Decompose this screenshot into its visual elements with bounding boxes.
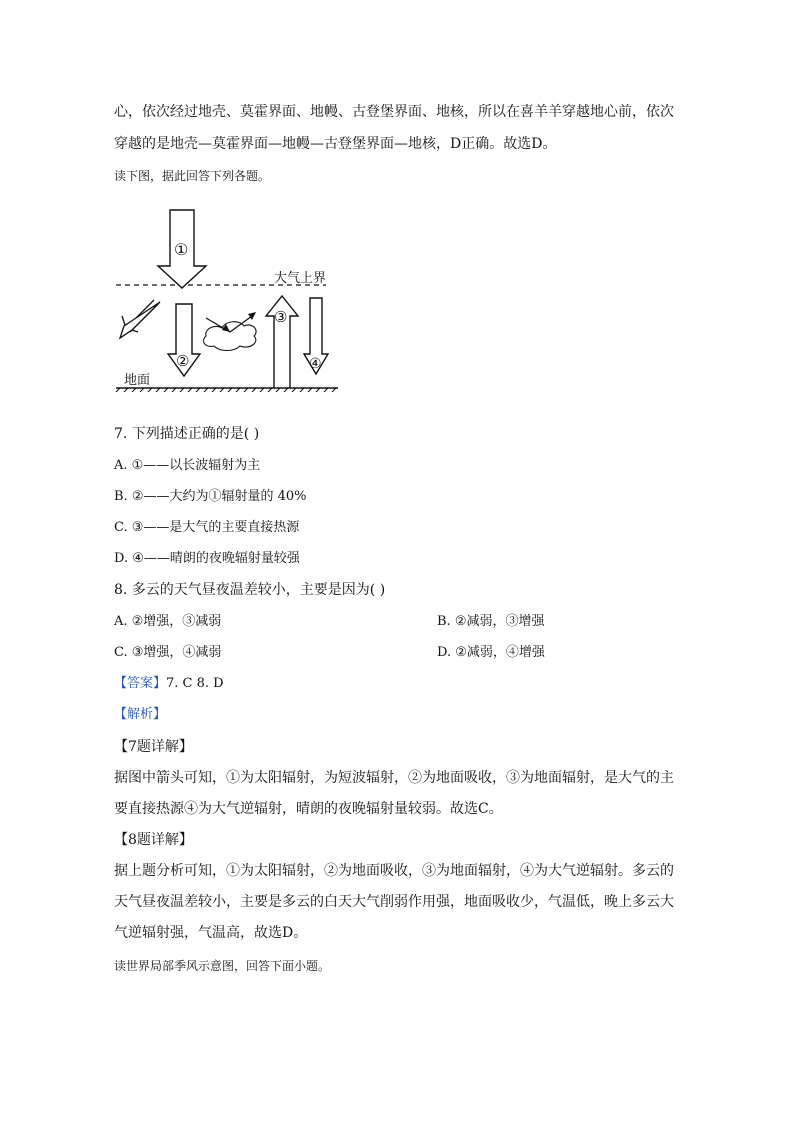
reflected-arrow-head [120, 302, 160, 338]
analysis-tag: 【解析】 [114, 707, 167, 722]
answer-tag: 【答案】 [114, 676, 167, 691]
q8-option-d: D. ②减弱，④增强 [437, 645, 545, 660]
q8-stem: 8. 多云的天气昼夜温差较小，主要是因为( ) [114, 582, 386, 598]
detail7-tag: 【7题详解】 [114, 739, 193, 755]
arrow-3-label: ③ [274, 308, 288, 326]
q8-option-b: B. ②减弱，③增强 [437, 614, 545, 629]
detail7-line-1: 据图中箭头可知，①为太阳辐射，为短波辐射，②为地面吸收，③为地面辐射，是大气的主 [114, 770, 674, 786]
intro-line-1: 心，依次经过地壳、莫霍界面、地幔、古登堡界面、地核，所以在喜羊羊穿越地心前，依次 [114, 104, 674, 120]
q7-option-a: A. ①——以长波辐射为主 [114, 458, 261, 473]
arrow-2-label: ② [176, 352, 190, 370]
detail8-line-1: 据上题分析可知，①为太阳辐射，②为地面吸收，③为地面辐射，④为大气逆辐射。多云的 [114, 863, 674, 879]
q8-option-a: A. ②增强，③减弱 [114, 614, 222, 629]
atmosphere-top-label: 大气上界 [274, 271, 327, 286]
arrow-1-label: ① [174, 240, 189, 259]
q7-option-c: C. ③——是大气的主要直接热源 [114, 520, 300, 535]
q7-stem: 7. 下列描述正确的是( ) [114, 426, 260, 442]
intro-line-2: 穿越的是地壳—莫霍界面—地幔—古登堡界面—地核，D正确。故选D。 [114, 136, 557, 152]
ground-label: 地面 [124, 373, 151, 388]
q7-option-d: D. ④——晴朗的夜晚辐射量较强 [114, 551, 300, 566]
arrow-4-label: ④ [309, 356, 322, 372]
detail8-tag: 【8题详解】 [114, 832, 193, 848]
read-map-prompt: 读世界局部季风示意图，回答下面小题。 [114, 959, 331, 973]
detail7-line-2: 要直接热源④为大气逆辐射，晴朗的夜晚辐射量较弱。故选C。 [114, 801, 503, 817]
answer-line [114, 675, 224, 693]
cloud-reflection-head-out [248, 312, 256, 320]
q7-option-b: B. ②——大约为①辐射量的 40% [114, 489, 307, 504]
read-figure-prompt: 读下图，据此回答下列各题。 [114, 169, 271, 183]
q8-option-c: C. ③增强，④减弱 [114, 645, 222, 660]
answer-text: 7. C 8. D [166, 676, 224, 691]
cloud-shape [204, 322, 257, 351]
detail8-line-2: 天气昼夜温差较小，主要是多云的白天大气削弱作用强，地面吸收少，气温低，晚上多云大 [114, 894, 674, 910]
detail8-line-3: 气逆辐射强，气温高，故选D。 [114, 925, 308, 941]
radiation-diagram [112, 204, 342, 392]
